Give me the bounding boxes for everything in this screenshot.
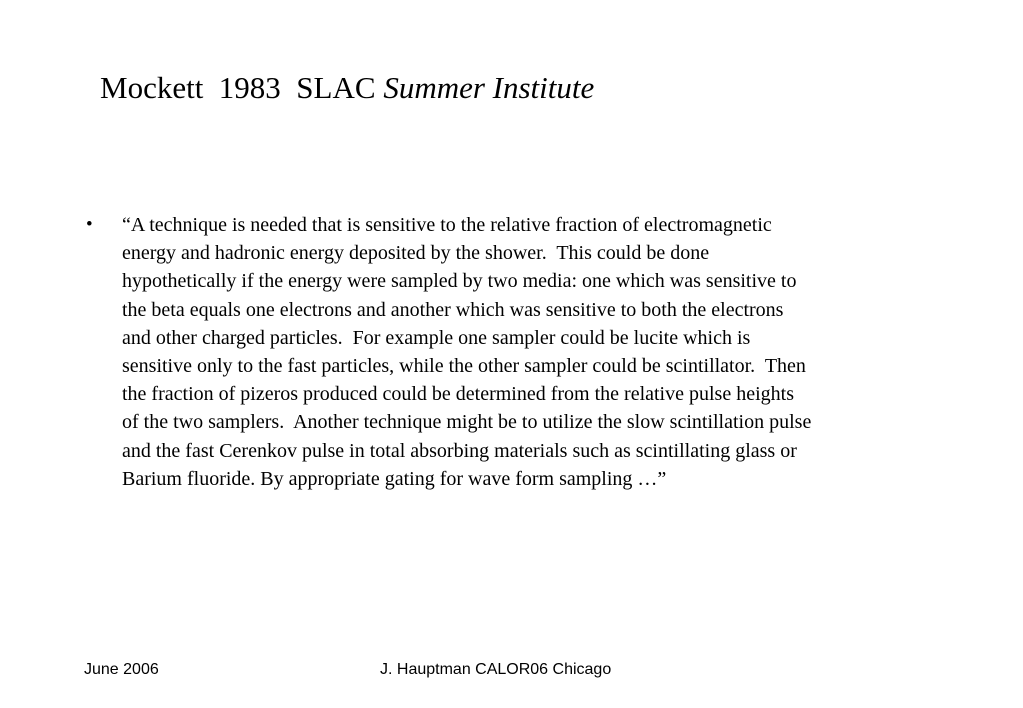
quote-line: the beta equals one electrons and another which was sensitive to both the electrons [122, 298, 784, 321]
quote-line: and the fast Cerenkov pulse in total absorbing materials such as scintillating glass or [122, 439, 797, 462]
quote-line: energy and hadronic energy deposited by the shower. This could be done [122, 242, 710, 265]
quote-line: Barium fluoride. By appropriate gating for wave form sampling …” [122, 467, 667, 490]
slide-title-plain: Mockett 1983 SLAC [100, 70, 384, 105]
quote-line: sensitive only to the fast particles, while the other sampler could be scintillator. Then [122, 355, 806, 378]
quote-line: of the two samplers. Another technique might be to utilize the slow scintillation pulse [122, 411, 812, 434]
slide-title-italic: Summer Institute [383, 70, 595, 105]
quote-text [122, 211, 946, 493]
slide-title [100, 66, 594, 110]
quote-line: the fraction of pizeros produced could be determined from the relative pulse heights [122, 383, 794, 406]
quote-line: hypothetically if the energy were sampled by two media: one which was sensitive to [122, 270, 797, 293]
quote-line: and other charged particles. For example one sampler could be lucite which is [122, 326, 751, 349]
quote-bullet [86, 211, 946, 493]
bullet-marker: • [86, 214, 93, 235]
quote-line: “A technique is needed that is sensitive to the relative fraction of electromagnetic [122, 214, 772, 236]
footer-author-conference: J. Hauptman CALOR06 Chicago [380, 661, 612, 678]
footer-date: June 2006 [84, 661, 159, 678]
